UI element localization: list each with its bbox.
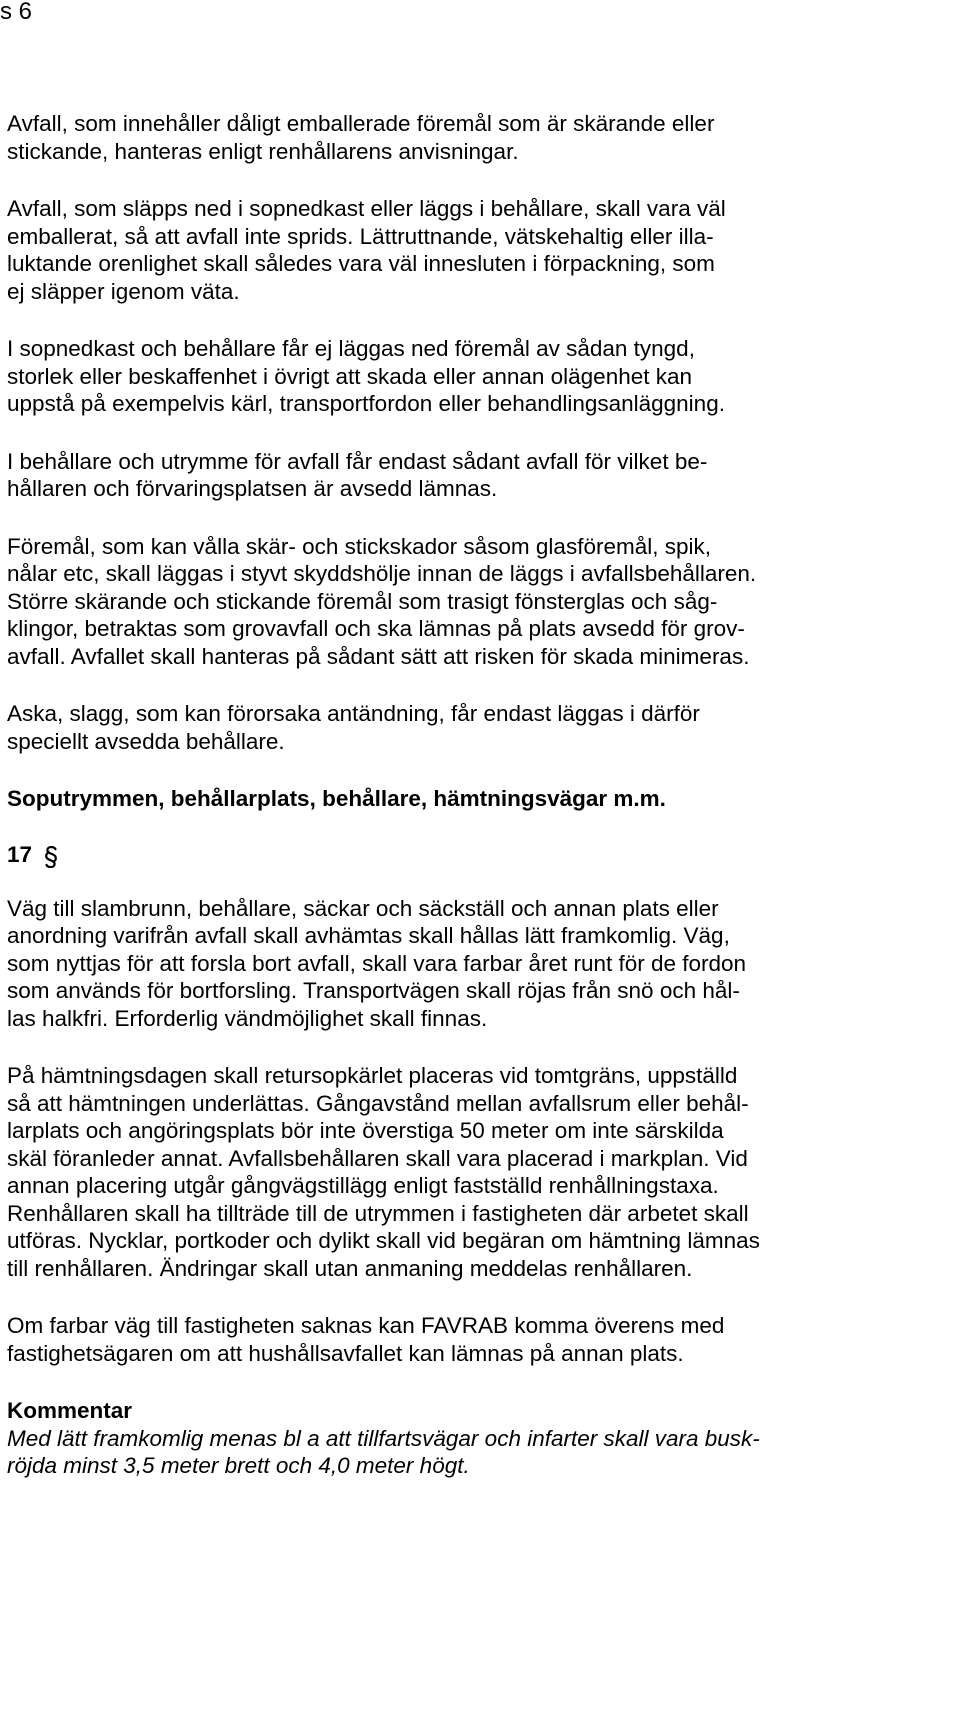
text-line: stickande, hanteras enligt renhållarens anvisningar. — [7, 138, 519, 164]
text-line: utföras. Nycklar, portkoder och dylikt skall vid begäran om hämtning lämnas — [7, 1228, 760, 1253]
text-line: nålar etc, skall läggas i styvt skyddshölje innan de läggs i avfallsbehållaren. — [7, 561, 757, 586]
text-line: hållaren och förvaringsplatsen är avsedd lämnas. — [7, 476, 498, 501]
text-line: larplats och angöringsplats bör inte överstiga 50 meter om inte särskilda — [7, 1118, 724, 1143]
paragraph — [7, 110, 952, 165]
paragraph — [7, 1062, 952, 1282]
text-line: klingor, betraktas som grovavfall och ska lämnas på plats avsedd för grov- — [7, 616, 745, 641]
paragraph — [7, 448, 952, 503]
section-heading: Soputrymmen, behållarplats, behållare, hämtningsvägar m.m. — [7, 786, 666, 811]
paragraph — [7, 335, 952, 418]
text-line: storlek eller beskaffenhet i övrigt att skada eller annan olägenhet kan — [7, 363, 693, 389]
text-line: Avfall, som innehåller dåligt emballerade föremål som är skärande eller — [7, 111, 715, 136]
paragraph — [7, 700, 952, 755]
text-line: På hämtningsdagen skall retursopkärlet placeras vid tomtgräns, uppställd — [7, 1063, 738, 1088]
document-body — [7, 110, 952, 1480]
text-line: anordning varifrån avfall skall avhämtas skall hållas lätt framkomlig. Väg, — [7, 923, 730, 948]
text-line: uppstå på exempelvis kärl, transportfordon eller behandlingsanläggning. — [7, 391, 725, 416]
comment-text — [7, 1425, 952, 1480]
comment-heading: Kommentar — [7, 1398, 133, 1423]
page-label: s 6 — [0, 0, 33, 25]
text-line: speciellt avsedda behållare. — [7, 728, 285, 754]
text-line: Föremål, som kan vålla skär- och stickskador såsom glasföremål, spik, — [7, 533, 711, 559]
text-line: fastighetsägaren om att hushållsavfallet kan lämnas på annan plats. — [7, 1340, 684, 1366]
paragraph — [7, 1312, 952, 1367]
text-line: så att hämtningen underlättas. Gångavstånd mellan avfallsrum eller behål- — [7, 1090, 749, 1116]
text-line: som nyttjas för att forsla bort avfall, skall vara farbar året runt för de fordon — [7, 950, 747, 976]
text-line: luktande orenlighet skall således vara väl innesluten i förpackning, som — [7, 251, 715, 276]
text-line: I sopnedkast och behållare får ej läggas ned föremål av sådan tyngd, — [7, 336, 695, 361]
paragraph — [7, 195, 952, 305]
section-number — [7, 835, 952, 875]
text-line: las halkfri. Erforderlig vändmöjlighet skall finnas. — [7, 1005, 488, 1031]
section-sign-icon — [44, 846, 58, 868]
text-line: Med lätt framkomlig menas bl a att tillfartsvägar och infarter skall vara busk- — [7, 1425, 760, 1451]
text-line: Avfall, som släpps ned i sopnedkast eller läggs i behållare, skall vara väl — [7, 196, 726, 221]
section-number-value: 17 — [7, 841, 33, 867]
text-line: till renhållaren. Ändringar skall utan anmaning meddelas renhållaren. — [7, 1255, 693, 1281]
text-line: skäl föranleder annat. Avfallsbehållaren skall vara placerad i markplan. Vid — [7, 1145, 748, 1171]
text-line: som används för bortforsling. Transportvägen skall röjas från snö och hål- — [7, 978, 740, 1003]
text-line: avfall. Avfallet skall hanteras på sådant sätt att risken för skada minimeras. — [7, 643, 750, 669]
text-line: Renhållaren skall ha tillträde till de utrymmen i fastigheten där arbetet skall — [7, 1200, 749, 1226]
text-line: emballerat, så att avfall inte sprids. Lättruttnande, vätskehaltig eller illa- — [7, 223, 714, 249]
text-line: Större skärande och stickande föremål som trasigt fönsterglas och såg- — [7, 588, 718, 614]
text-line: annan placering utgår gångvägstillägg enligt fastställd renhållningstaxa. — [7, 1173, 719, 1198]
text-line: Om farbar väg till fastigheten saknas kan FAVRAB komma överens med — [7, 1313, 725, 1338]
text-line: I behållare och utrymme för avfall får endast sådant avfall för vilket be- — [7, 448, 708, 474]
paragraph — [7, 533, 952, 671]
text-line: Väg till slambrunn, behållare, säckar och säckställ och annan plats eller — [7, 895, 719, 921]
text-line: ej släpper igenom väta. — [7, 278, 240, 304]
text-line: Aska, slagg, som kan förorsaka antändning, får endast läggas i därför — [7, 701, 700, 726]
text-line: röjda minst 3,5 meter brett och 4,0 meter högt. — [7, 1453, 470, 1478]
paragraph — [7, 895, 952, 1033]
